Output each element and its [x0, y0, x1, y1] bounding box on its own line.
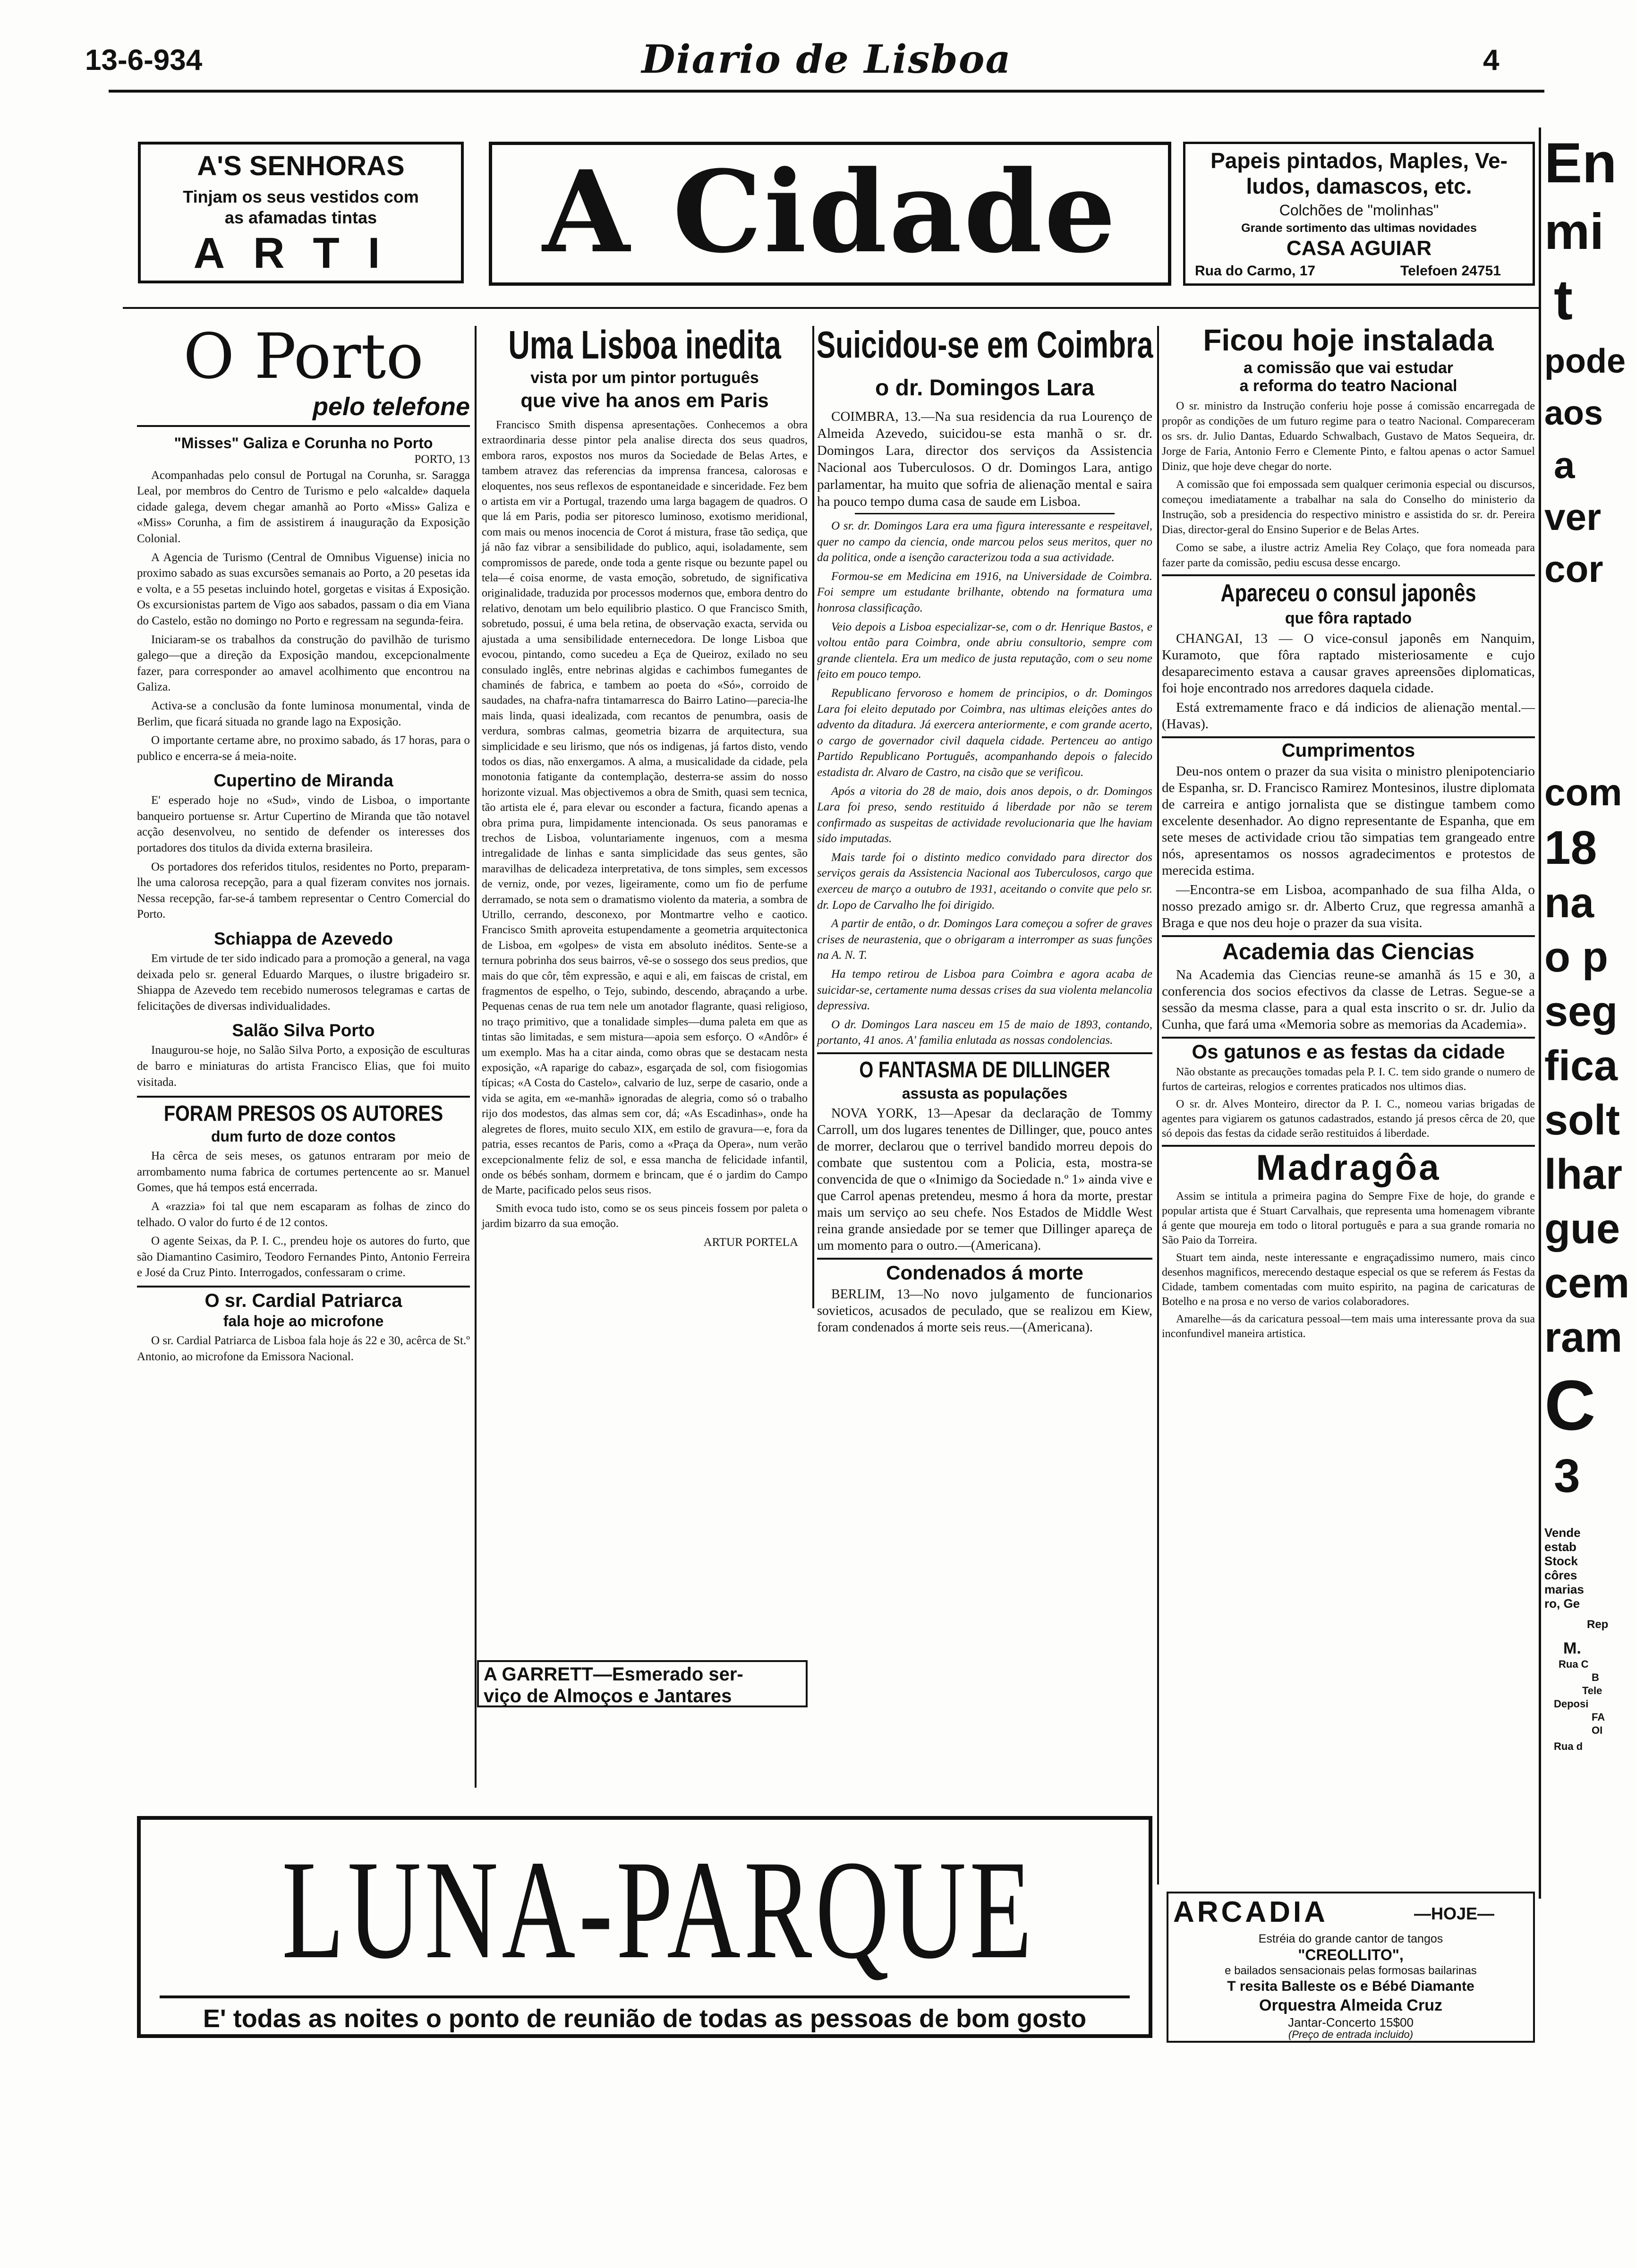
subhead-raptado: que fôra raptado [1285, 609, 1412, 627]
column-rule [1157, 326, 1159, 1884]
ad-senhoras-brand: ARTI [193, 229, 409, 277]
subhead-reforma: a reforma do teatro Nacional [1239, 377, 1457, 395]
edge-fragment: OI [1592, 1724, 1603, 1736]
headline-madragoa: Madragôa [1256, 1148, 1441, 1188]
paragraph: O importante certame abre, no proximo sabado, ás 17 horas, para o publico e encerra-se á meia-noite. [137, 734, 470, 763]
paragraph: Francisco Smith dispensa apresentações. Conhecemos a obra extraordinaria desse pintor pela analise directa dos seus quadros, embora raros, expostos nos muros da Sociedade de Belas Artes, e tambem atravez das referencias da imprensa francesa, calorosas e eloquentes, nos seus reflexos de espontaneidade e sinceridade. Fez bem o artista em vir a Portugal, trazendo uma larga bagagem de quadros. O que lá em Paris, podia ser pitoresco luminoso, exotismo meridional, com mais ou menos inocencia de Corot á mistura, frase tão sediça, que já não faz vibrar a sensibilidade do publico, aqui, isoladamente, sem compromissos de parede, onde toda a gente risque ou bezunte papel ou tela—é coisa enorme, de vasta emoção, sobretudo, de significativa originalidade, traduzida por processos modernos que, embora dentro do relativo, denotam um belo equilibrio plastico. O que Francisco Smith, sobretudo, possui, é uma bela retina, de observação exacta, servida ou ajustada a uma sensibilidade enternecedora. De longe Lisboa que evocou, pintando, como sucedeu a Eça de Queiroz, exilado no seu consulado inglês, entre nebrinas algidas e cachimbos fumegantes de chaminés de fabrica, e tambem ao poeta do «Só», corroido de saudades, na chafra-nafra tintamarresca do Bairro Latino—parecia-lhe mais linda, quasi idealizada, com recantos de penumbra, oasis de verdura, sombras calmas, geometria bizarra de arquitectura, sua simplicidade e seu lirismo, que nós os indigenas, já fartos disto, vendo todos os dias, não enxergamos. A alma, a musicalidade da cidade, pela monotonia fatigante da contemplação, desterra-se assim do nosso horizonte vizual. Mas objectivemos a obra de Smith, quasi sem tecnica, tão artista ele é, para elevar ou esconder a factura, ficando apenas a obra prima pura, limpidamente intencionada. Os seus panoramas e trechos de Lisboa, voluntariamente ingenuos, com a mesma intregalidade de linhas e santa simplicidade das seus gentes, são maravilhas de delicadeza interpretativa, de tons simples, sem excessos de verniz, onde, por vezes, ligeiramente, como um fio de perfume derramado, se nota sem o dramatismo violento da materia, a sombra de Utrillo, cerrando, desconexo, por Montmartre velho e caotico. Francisco Smith aproveita estupendamente a geometria arquitectonica de Lisboa, em «golpes» de vista em absoluto inéditos. Sente-se a ternura pobrinha dos seus bairros, vê-se o sossego dos seus predios, que mais do que côr, têm expressão, e aqui e ali, em faiscas de cristal, em fragmentos de espelho, o Tejo, subindo, descendo, abraçando a urbe. Pequenas cenas de rua tem nele um anotador flagrante, quasi religioso, no traço primitivo, que a tonalidade simples—duma paleta em que as tintas são limitadas, e sem mistura—apoia sem esforço. O «Andôr» é um exemplo. Mas ha a citar ainda, como obras que se destacam nesta exposição, «A raparige do cabaz», esgarçada de sol, com fisiogomias típicas; «A Costa do Castelo», calvario de luz, serpe de casario, onde a vida se agita, em «e-manhã» ignoradas de alegria, como só o trabalho rijo dos modestos, das almas sem cor, dá; «As Escadinhas», onde ha alegretes de flores, muito seculo XIX, em estilo de gravura—e, fora da patria, esses recantos de Paris, como a «Praça da Opera», num verão excepcionalmente feliz de sol, e essa mancha de felicidade infantil, onde os bébés sonham, dormem e brincam, que é o jardim do Campo de Marte, pacificado pelos seus risos. [482, 419, 808, 1197]
dateline: PORTO, 13 [414, 453, 470, 466]
subhead-telefone: pelo telefone [137, 392, 470, 427]
article-body [137, 1333, 470, 1364]
paragraph: Deu-nos ontem o prazer da sua visita o ministro plenipotenciario de Espanha, sr. D. Francisco Ramirez Montesinos, ilustre diplomata de carreira e antigo jornalista que se distingue tambem como excelente desenhador. Ao digno representante de Espanha, que em sete meses de actividade criou tão simpatias tem grangeado entre nós, apresentamos os nossos agradecimentos e protestos de merecida estima. [1162, 764, 1535, 878]
edge-fragment: Deposi [1554, 1698, 1589, 1710]
paragraph: Assim se intitula a primeira pagina do Sempre Fixe de hoje, do grande e popular artista que é Stuart Carvalhais, que representa uma homenagem vibrante á gente que moureja em todo o litoral português e para a sua grande romaria no São Paio da Torreira. [1162, 1190, 1535, 1246]
column-lisboa-inedita [482, 321, 808, 1250]
edge-fragment: fica [1544, 1042, 1618, 1090]
paragraph: BERLIM, 13—No novo julgamento de funcionarios sovieticos, acusados de peculado, que se realizou em Kiew, foram condenados á morte seis reus.—(Americana). [817, 1287, 1152, 1335]
article-body [137, 793, 470, 922]
issue-date: 13-6-934 [85, 44, 203, 77]
headline-gatunos: Os gatunos e as festas da cidade [1192, 1040, 1505, 1063]
edge-fragment: lhar [1544, 1151, 1623, 1198]
article-body [1162, 1189, 1535, 1341]
ad-senhoras-line: as afamadas tintas [224, 208, 377, 227]
ad-luna-parque [137, 1816, 1152, 2038]
paragraph: CHANGAI, 13 — O vice-consul japonês em Nanquim, Kuramoto, que fôra raptado misteriosamente e cujo desaparecimento estava a causar graves apreensões diplomaticas, foi hoje encontrado nos arredores daquela cidade. [1162, 631, 1535, 696]
paragraph: A Agencia de Turismo (Central de Omnibus Viguense) inicia no proximo sabado as suas excursões semanais ao Porto, a 20 pesetas ida e volta, e a 55 pesetas incluindo hotel, gorgetas e visitas á Exposição. Os excursionistas partem de Vigo aos sabados, passam o dia em Viana do Castelo, estão no domingo no Porto e regressam na segunda-feira. [137, 551, 470, 627]
section-misses: "Misses" Galiza e Corunha no Porto [174, 435, 433, 452]
ad-arcadia-line: Estréia do grande cantor de tangos [1258, 1932, 1443, 1945]
edge-fragment: marias [1544, 1582, 1584, 1596]
ad-luna-title: LUNA-PARQUE [281, 1831, 1036, 1988]
edge-fragment: 18 [1544, 821, 1597, 874]
ad-arcadia-line: e bailados sensacionais pelas formosas bailarinas [1225, 1964, 1477, 1977]
ad-senhoras-headline: A'S SENHORAS [197, 151, 405, 181]
paragraph: Inaugurou-se hoje, no Salão Silva Porto, a exposição de esculturas de barro e miniaturas do artista Francisco Elias, que foi muito visitada. [137, 1044, 470, 1089]
ad-garrett-line: A GARRETT—Esmerado ser- [484, 1664, 743, 1685]
edge-fragment: Rep [1587, 1618, 1609, 1631]
ad-aguiar-phone: Telefoen 24751 [1400, 263, 1501, 279]
paragraph: Smith evoca tudo isto, como se os seus pinceis fossem por paleta o jardim bizarro da sua emoção. [482, 1202, 808, 1230]
paragraph: O dr. Domingos Lara nasceu em 15 de maio de 1893, contando, portanto, 41 anos. A' familia enlutada as nossas condolencias. [817, 1018, 1152, 1047]
ad-aguiar-line: Papeis pintados, Maples, Ve- [1210, 148, 1508, 173]
headline-cumprimentos: Cumprimentos [1281, 740, 1415, 761]
ads-rule [123, 307, 1540, 309]
column-teatro [1162, 321, 1535, 1344]
edge-rule [1539, 128, 1541, 1899]
paragraph: Na Academia das Ciencias reune-se amanhã ás 15 e 30, a conferencia dos socios efectivos da classe de Letras. Segue-se a sessão da mesma classe, para a qual esta inscrito o sr. dr. Julio da Cunha, que fará uma «Memoria sobre as memorias da Academia». [1162, 967, 1535, 1032]
edge-fragment: ver [1544, 496, 1602, 538]
headline-condenados: Condenados á morte [886, 1262, 1083, 1284]
edge-fragment: ram [1544, 1314, 1623, 1361]
article-body [137, 468, 470, 765]
ad-casa-aguiar [1183, 142, 1535, 286]
ad-aguiar-line: ludos, damascos, etc. [1246, 174, 1472, 198]
headline-suicidou: Suicidou-se em Coimbra [816, 324, 1153, 366]
paragraph: Iniciaram-se os trabalhos da construção do pavilhão de turismo galego—que a direção da Exposição mandou, excepcionalmente fazer, para corresponder ao amavel acolhimento que encontrou na Galiza. [137, 633, 470, 694]
paragraph: COIMBRA, 13.—Na sua residencia da rua Lourenço de Almeida Azevedo, suicidou-se esta manhã o sr. dr. Domingos Lara, director dos serviços da Assistencia Nacional aos Tuberculosos. O dr. Domingos Lara, antigo parlamentar, ha muito que sofria de alienação mental e saira ha pouco tempo duma casa de saude em Lisboa. [817, 409, 1152, 509]
edge-fragment: pode [1544, 342, 1626, 380]
article-body [482, 418, 808, 1232]
ad-aguiar-name: CASA AGUIAR [1286, 237, 1432, 260]
newspaper-title: Diario de Lisboa [641, 37, 1012, 82]
article-body [137, 1148, 470, 1281]
adjacent-page-fragment [1544, 128, 1636, 1756]
edge-fragment: aos [1544, 394, 1603, 432]
paragraph: NOVA YORK, 13—Apesar da declaração de Tommy Carroll, um dos lugares tenentes de Dillinger, que, pouco antes de morrer, declarou que o terrivel bandido morreu depois do combate que sustentou com a Policia, esta, mostra-se convencida de que o «Inimigo da Sociedade n.º 1» ainda vive e que Carrol apenas pretendeu, mesmo á hora da morte, prestar mais um serviço ao seu chefe. Nos Estados de Middle West reina grande ansiedade por se temer que Dillinger apareça de um momento para o outro.—(Americana). [817, 1106, 1152, 1253]
ad-garrett-line: viço de Almoços e Jantares [484, 1686, 732, 1706]
edge-fragment: M. [1563, 1639, 1581, 1657]
headline-lisboa-inedita: Uma Lisboa inedita [508, 323, 781, 367]
article-body [1162, 399, 1535, 571]
subhead-comissao: a comissão que vai estudar [1243, 359, 1454, 377]
ad-a-cidade [489, 142, 1171, 286]
subhead-pintor: vista por um pintor português [530, 369, 759, 387]
column-rule [812, 326, 814, 1308]
paragraph: Ha cêrca de seis meses, os gatunos entraram por meio de arrombamento numa fabrica de cortumes pertencente ao sr. Manuel Gomes, que há tempos está encerrada. [137, 1150, 470, 1194]
edge-fragment: cor [1544, 548, 1603, 590]
ad-arcadia-line: (Preço de entrada incluido) [1288, 2029, 1414, 2040]
article-body [137, 1042, 470, 1090]
edge-fragment: a [1554, 444, 1575, 486]
ad-arcadia [1167, 1892, 1535, 2043]
article-body [1162, 967, 1535, 1033]
ad-senhoras-line: Tinjam os seus vestidos com [183, 187, 419, 206]
edge-fragment: Stock [1544, 1554, 1578, 1568]
section-salao: Salão Silva Porto [232, 1021, 375, 1040]
paragraph: Os portadores dos referidos titulos, residentes no Porto, preparam-lhe uma calorosa recepção, para a qual fizeram convites nos jornais. Nessa recepção, far-se-á tambem representar o Centro Comercial do Porto. [137, 860, 470, 921]
paragraph: Acompanhadas pelo consul de Portugal na Corunha, sr. Saragga Leal, por membros do Centro de Turismo e pelo «alcalde» daquela cidade galega, devem chegar amanhã ao Porto «Miss» Galiza e «Miss» Corunha, a fim de assistirem á inauguração da Exposição Colonial. [137, 469, 470, 545]
subhead-furto: dum furto de doze contos [211, 1128, 396, 1145]
edge-fragment: seg [1544, 988, 1618, 1035]
edge-fragment: estab [1544, 1540, 1576, 1554]
paragraph: Não obstante as precauções tomadas pela P. I. C. tem sido grande o numero de furtos de carteiras, relogios e correntes praticados nos ultimos dias. [1162, 1066, 1535, 1093]
paragraph: Está extremamente fraco e dá indicios de alienação mental.—(Havas). [1162, 700, 1535, 732]
paragraph: O sr. ministro da Instrução conferiu hoje posse á comissão encarregada de propôr as condições de um futuro regime para o teatro Nacional. Compareceram os srs. dr. Julio Dantas, Eduardo Schwalbach, Gustavo de Matos Sequeira, dr. Jorge de Faria, Antonio Ferro e Clemente Pinto, e faltou apenas o actor Samuel Diniz, que hoje deve chegar do norte. [1162, 400, 1535, 473]
paragraph: E' esperado hoje no «Sud», vindo de Lisboa, o importante banqueiro portuense sr. Artur Cupertino de Miranda que tão notavel acção desenvolveu, no sentido de defender os interesses dos portadores dos titulos da divida externa brasileira. [137, 794, 470, 855]
ad-aguiar-line: Grande sortimento das ultimas novidades [1241, 222, 1477, 235]
ad-aguiar-line: Colchões de "molinhas" [1279, 202, 1439, 219]
edge-fragment: B [1592, 1671, 1599, 1683]
edge-fragment: gue [1544, 1205, 1620, 1253]
paragraph: A partir de então, o dr. Domingos Lara começou a sofrer de graves crises de neurastenia, que o obrigaram a interromper as suas funções na A. N. T. [817, 917, 1152, 962]
paragraph: Amarelhe—ás da caricatura pessoal—tem mais uma interessante prova da sua inconfundivel maneira artistica. [1162, 1313, 1535, 1340]
paragraph: O sr. dr. Alves Monteiro, director da P. I. C., nomeou varias brigadas de agentes para vigiarem os gatunos cadastrados, estando já presos cêrca de 20, que só depois das festas da cidade serão restituidos á liberdade. [1162, 1098, 1535, 1140]
paragraph: Em virtude de ter sido indicado para a promoção a general, na vaga deixada pelo sr. general Eduardo Marques, o ilustre brigadeiro sr. Shiappa de Azevedo tem recebido numerosos telegramas e cartas de felicitações de diversas individualidades. [137, 952, 470, 1013]
article-body [817, 1105, 1152, 1254]
subhead-domingos-lara: o dr. Domingos Lara [875, 375, 1095, 401]
paragraph: O agente Seixas, da P. I. C., prendeu hoje os autores do furto, que são Diamantino Casimiro, Teodoro Fernandes Pinto, Antonio Ferreira e José da Cruz Pinto. Interrogados, confessaram o crime. [137, 1235, 470, 1279]
edge-fragment: na [1544, 879, 1594, 927]
edge-fragment: C [1544, 1365, 1596, 1445]
paragraph: Republicano fervoroso e homem de principios, o dr. Domingos Lara foi eleito deputado por Coimbra, nas ultimas eleições antes do advento da ditadura. Já exercera anteriormente, e com grande acerto, o cargo de governador civil daquela cidade. Pertenceu ao antigo Partido Republicano Português, acompanhando depois o falecido estadista dr. Alvaro de Castro, na cisão que se verificou. [817, 686, 1152, 779]
edge-fragment: cem [1544, 1260, 1630, 1307]
ad-aguiar-address: Rua do Carmo, 17 [1195, 263, 1316, 279]
headline-academia: Academia das Ciencias [1222, 939, 1474, 964]
edge-fragment: FA [1592, 1711, 1605, 1723]
article-body [137, 951, 470, 1014]
edge-fragment: 3 [1554, 1449, 1580, 1502]
paragraph: Stuart tem ainda, neste interessante e engraçadissimo numero, mais cinco desenhos magnificos, merecendo destaque especial os que se referem ás Festas da Cidade, tambem comentadas com muito espirito, na pagina de caricaturas de Botelho e na prosa e no verso de varios colaboradores. [1162, 1252, 1535, 1308]
edge-fragment: com [1544, 771, 1622, 813]
paragraph: Mais tarde foi o distinto medico convidado para director dos serviços gerais da Assistencia Nacional aos Tuberculosos, cargo que exerceu de março a outubro de 1931, aceitando o convite que pelo sr. dr. Lopo de Carvalho lhe foi dirigido. [817, 851, 1152, 912]
headline-patriarca: O sr. Cardial Patriarca [204, 1290, 402, 1311]
paragraph: O sr. Cardial Patriarca de Lisboa fala hoje ás 22 e 30, acêrca de St.º Antonio, ao microfone da Emissora Nacional. [137, 1334, 470, 1363]
headline-presos: FORAM PRESOS OS AUTORES [163, 1101, 443, 1126]
subhead-populacoes: assusta as populações [902, 1085, 1068, 1102]
headline-dillinger: O FANTASMA DE DILLINGER [859, 1057, 1110, 1083]
edge-fragment: Vende [1544, 1526, 1581, 1540]
section-schiappa: Schiappa de Azevedo [213, 929, 393, 949]
paragraph: Veio depois a Lisboa especializar-se, com o dr. Henrique Bastos, e voltou então para Coimbra, onde abriu consultorio, sempre com grande clientela. Era um medico de justa reputação, com o seu nome feito em pouco tempo. [817, 620, 1152, 681]
ad-arcadia-tag: —HOJE— [1414, 1904, 1495, 1923]
ad-a-cidade-name: A Cidade [542, 146, 1118, 278]
edge-fragment: ro, Ge [1544, 1596, 1580, 1611]
headline-ficou-instalada: Ficou hoje instalada [1203, 323, 1494, 357]
edge-fragment: solt [1544, 1097, 1620, 1144]
edge-fragment: t [1554, 268, 1573, 332]
paragraph: A «razzia» foi tal que nem escaparam as folhas de zinco do telhado. O valor do furto é de 12 contos. [137, 1200, 470, 1229]
paragraph: O sr. dr. Domingos Lara era uma figura interessante e respeitavel, quer no campo da ciencia, onde marcou pelos seus meritos, quer no da politica, onde a isenção caracterizou toda a sua actividade. [817, 520, 1152, 564]
subhead-paris: que vive ha anos em Paris [520, 389, 769, 411]
article-body [1162, 631, 1535, 733]
edge-fragment: o p [1544, 934, 1608, 981]
paragraph: Após a vitoria do 28 de maio, dois anos depois, o dr. Domingos Lara foi preso, sendo restituido á liberdade por não se terem confirmado as suspeitas de actividade revolucionaria que lhe haviam sido imputadas. [817, 784, 1152, 845]
ad-garrett [477, 1660, 808, 1707]
headline-o-porto: O Porto [183, 320, 424, 393]
edge-fragment: Tele [1582, 1685, 1602, 1697]
column-coimbra [817, 321, 1152, 1339]
article-body-italic [817, 518, 1152, 1049]
ad-luna-tagline: E' todas as noites o ponto de reunião de todas as pessoas de bom gosto [203, 2004, 1087, 2033]
section-cupertino: Cupertino de Miranda [213, 771, 393, 791]
column-porto [137, 321, 470, 1367]
edge-fragment: Rua d [1554, 1740, 1583, 1752]
column-rule [475, 326, 477, 1788]
article-body [1162, 763, 1535, 931]
paragraph: Ha tempo retirou de Lisboa para Coimbra e agora acaba de suicidar-se, certamente numa dessas crises da sua violenta melancolia depressiva. [817, 968, 1152, 1013]
ad-arcadia-name: ARCADIA [1173, 1896, 1328, 1928]
article-body [817, 1286, 1152, 1336]
masthead-rule [109, 90, 1544, 93]
paragraph: Formou-se em Medicina em 1916, na Universidade de Coimbra. Foi sempre um estudante brilhante, obtendo na formatura uma honrosa classificação. [817, 570, 1152, 614]
ad-arcadia-line: "CREOLLITO", [1298, 1946, 1404, 1963]
headline-consul-japones: Apareceu o consul japonês [1220, 580, 1476, 607]
ad-luna-rule [160, 1995, 1130, 1998]
edge-fragment: côres [1544, 1568, 1577, 1582]
page-number: 4 [1483, 44, 1500, 77]
paragraph: A comissão que foi empossada sem qualquer cerimonia especial ou discursos, começou imediatamente a trabalhar na sala do Conselho do ministerio da Instrução, sob a presidencia do respectivo ministro e assistida do sr. dr. Pereira Dias, director-geral do Ensino Superior e de Belas Artes. [1162, 478, 1535, 536]
paragraph: Activa-se a conclusão da fonte luminosa monumental, vinda de Berlim, que ficará situada no grande lago na Exposição. [137, 699, 470, 728]
edge-fragment: Rua C [1559, 1658, 1589, 1670]
author-signature: ARTUR PORTELA [703, 1236, 798, 1249]
ad-arcadia-line: T resita Balleste os e Bébé Diamante [1227, 1978, 1474, 1994]
edge-fragment: mi [1544, 203, 1604, 260]
article-body [817, 408, 1152, 510]
ad-arcadia-line: Orquestra Almeida Cruz [1259, 1996, 1442, 2014]
ad-arcadia-line: Jantar-Concerto 15$00 [1288, 2015, 1414, 2029]
ad-senhoras [138, 142, 464, 283]
article-body [1162, 1065, 1535, 1141]
edge-fragment: En [1544, 131, 1617, 195]
subhead-microfone: fala hoje ao microfone [223, 1312, 384, 1330]
paragraph: Como se sabe, a ilustre actriz Amelia Rey Colaço, que fora nomeada para fazer parte da comissão, pediu escusa desse encargo. [1162, 542, 1535, 569]
paragraph: —Encontra-se em Lisboa, acompanhado de sua filha Alda, o nosso prezado amigo sr. dr. Alberto Cruz, que regressa amanhã a Braga e que nos deu hoje o prazer da sua visita. [1162, 882, 1535, 930]
